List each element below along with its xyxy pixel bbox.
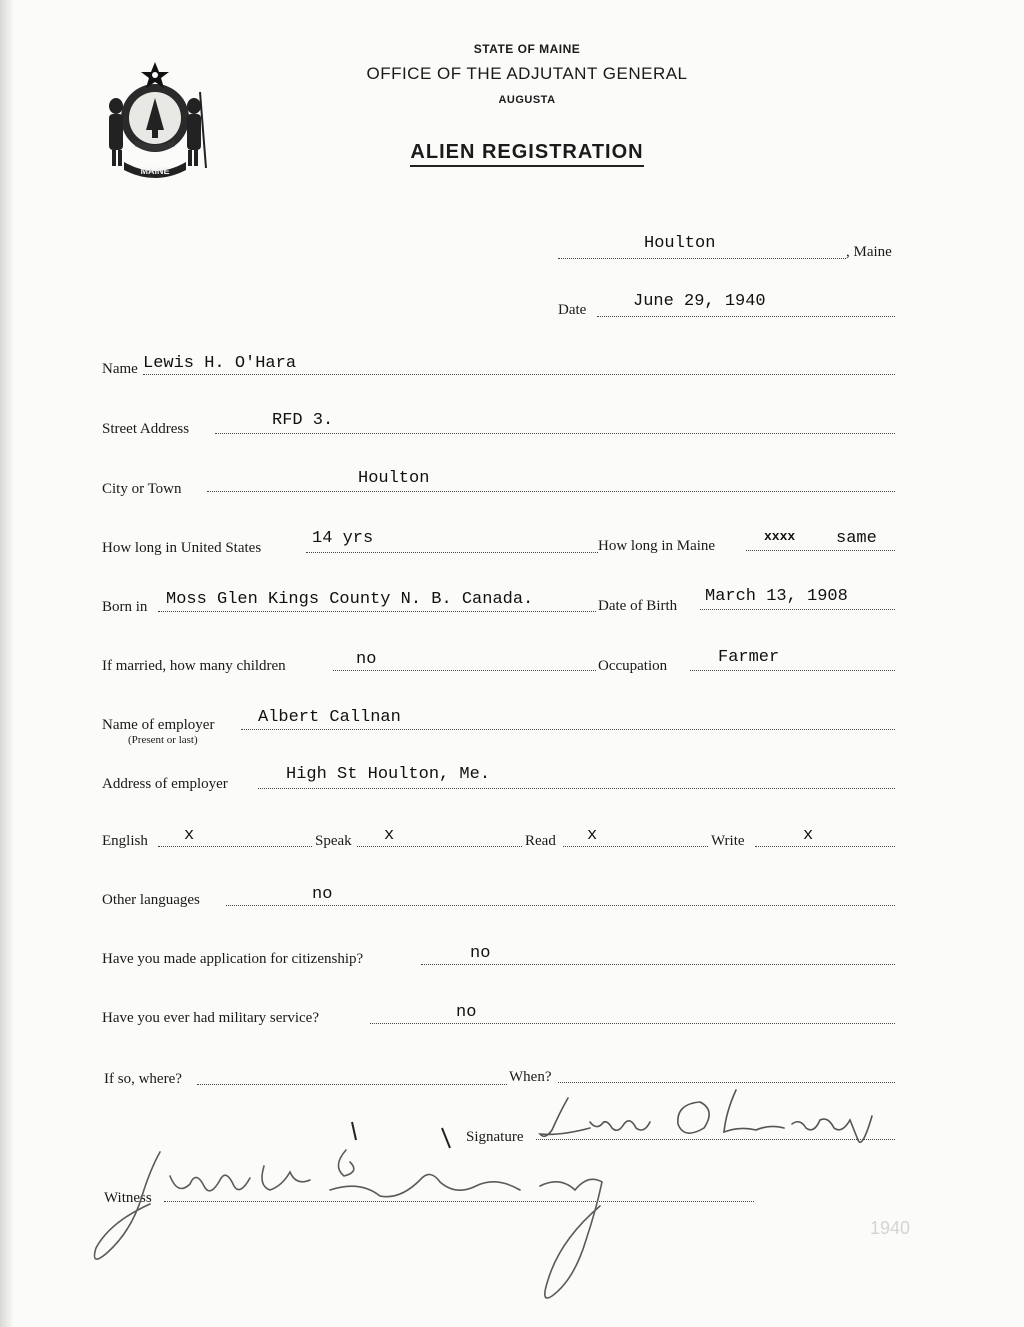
place-line <box>558 258 846 259</box>
children-value: no <box>356 650 377 669</box>
name-label: Name <box>102 361 138 377</box>
form-title: ALIEN REGISTRATION <box>410 141 643 167</box>
long-maine-line <box>746 550 895 551</box>
long-maine-struck: xxxx <box>764 529 796 544</box>
when-label: When? <box>509 1069 552 1085</box>
military-value: no <box>456 1003 477 1022</box>
date-label: Date <box>558 302 587 318</box>
children-line <box>333 670 596 671</box>
citizenship-label: Have you made application for citizenship? <box>102 951 364 967</box>
witness-signature <box>95 1150 603 1298</box>
street-label: Street Address <box>102 421 190 437</box>
header-office: OFFICE OF THE ADJUTANT GENERAL <box>366 64 688 83</box>
military-label: Have you ever had military service? <box>102 1010 319 1026</box>
children-label: If married, how many children <box>102 658 286 674</box>
employer-address-line <box>258 788 895 789</box>
english-value: x <box>184 826 195 845</box>
long-maine-label: How long in Maine <box>598 538 716 554</box>
employer-address-label: Address of employer <box>102 776 228 792</box>
city-town-line <box>207 491 895 492</box>
read-line <box>563 846 708 847</box>
citizenship-value: no <box>470 944 491 963</box>
where-label: If so, where? <box>104 1071 182 1087</box>
street-value: RFD 3. <box>272 411 334 430</box>
date-line <box>597 316 895 317</box>
citizenship-line <box>421 964 895 965</box>
date-value: June 29, 1940 <box>633 292 766 311</box>
when-line <box>558 1082 895 1083</box>
long-us-label: How long in United States <box>102 540 262 556</box>
other-languages-line <box>226 905 895 906</box>
form-title-wrap <box>30 141 1024 164</box>
where-line <box>197 1084 507 1085</box>
name-value: Lewis H. O'Hara <box>143 354 297 373</box>
write-value: x <box>803 826 814 845</box>
header-state: STATE OF MAINE <box>473 42 581 56</box>
svg-text:MAINE: MAINE <box>140 166 170 176</box>
employer-label: Name of employer <box>102 717 215 733</box>
born-in-label: Born in <box>102 599 148 615</box>
tick-marks <box>352 1122 450 1148</box>
occupation-label: Occupation <box>598 658 668 674</box>
dob-value: March 13, 1908 <box>705 587 848 606</box>
header-city: AUGUSTA <box>498 94 556 106</box>
long-maine-value: same <box>836 529 877 548</box>
dob-label: Date of Birth <box>598 598 678 614</box>
other-languages-value: no <box>312 885 333 904</box>
city-town-label: City or Town <box>102 481 182 497</box>
other-languages-label: Other languages <box>102 892 200 908</box>
read-label: Read <box>525 833 556 849</box>
place-value: Houlton <box>644 234 716 253</box>
applicant-signature <box>540 1090 872 1142</box>
place-suffix: , Maine <box>846 244 892 260</box>
employer-address-value: High St Houlton, Me. <box>286 765 491 784</box>
witness-line <box>164 1201 754 1202</box>
name-line <box>143 374 895 375</box>
long-us-line <box>306 552 598 553</box>
received-stamp: 1940 <box>870 1218 911 1238</box>
write-label: Write <box>711 833 745 849</box>
born-in-value: Moss Glen Kings County N. B. Canada. <box>166 590 534 609</box>
occupation-line <box>690 670 895 671</box>
signature-line <box>536 1139 895 1140</box>
employer-sublabel: (Present or last) <box>128 734 198 746</box>
english-line <box>158 846 312 847</box>
occupation-value: Farmer <box>718 648 780 667</box>
speak-label: Speak <box>315 833 352 849</box>
witness-label: Witness <box>104 1190 152 1206</box>
military-line <box>370 1023 895 1024</box>
city-town-value: Houlton <box>358 469 430 488</box>
english-label: English <box>102 833 148 849</box>
born-in-line <box>158 611 596 612</box>
scan-edge-shadow <box>0 0 14 1327</box>
read-value: x <box>587 826 598 845</box>
street-line <box>215 433 895 434</box>
write-line <box>755 846 895 847</box>
signature-label: Signature <box>466 1129 524 1145</box>
speak-value: x <box>384 826 395 845</box>
dob-line <box>700 609 895 610</box>
long-us-value: 14 yrs <box>312 529 374 548</box>
employer-line <box>241 729 895 730</box>
speak-line <box>357 846 522 847</box>
employer-value: Albert Callnan <box>258 708 401 727</box>
